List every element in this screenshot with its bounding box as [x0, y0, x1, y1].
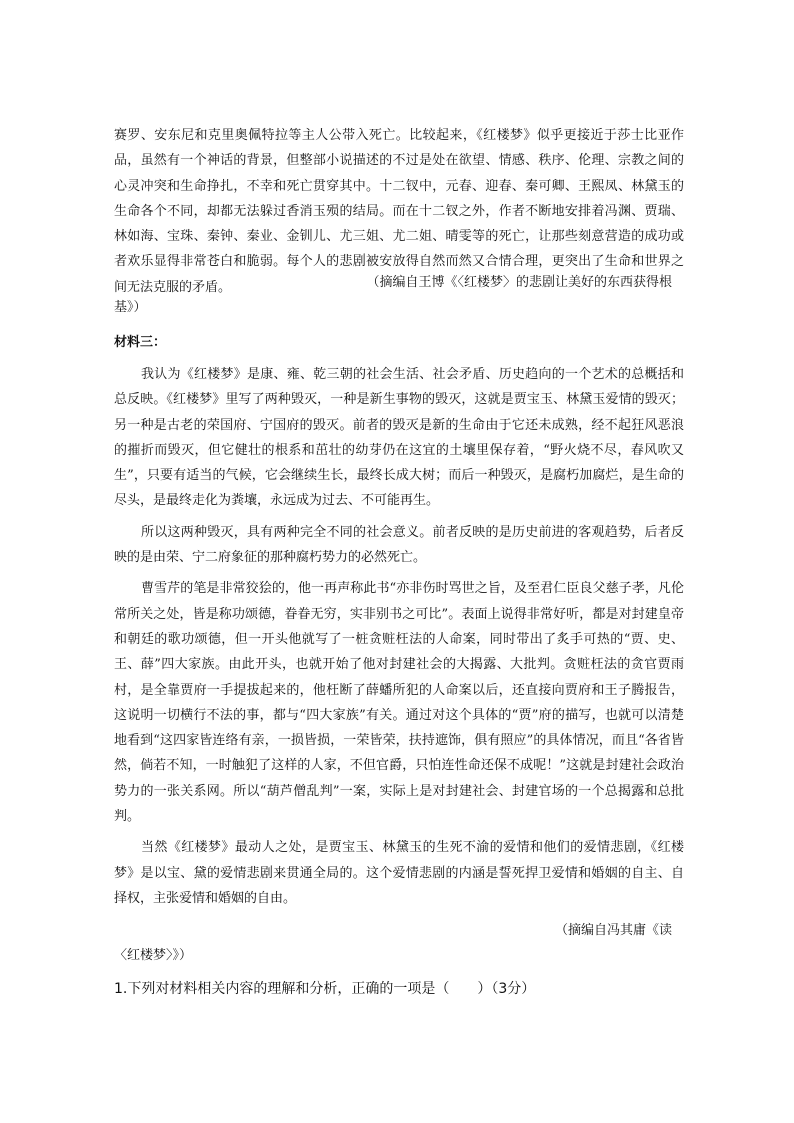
- material-3-paragraph: 当然《红楼梦》最动人之处，是贾宝玉、林黛玉的生死不渝的爱情和他们的爱情悲剧，《红楼梦》是以宝、黛的爱情悲剧来贯通全局的。这个爱情悲剧的内涵是誓死捍卫爱情和婚姻的自主、自择权，主张爱情和婚姻的自由。: [114, 840, 684, 906]
- source-citation-3-line1: （摘编自冯其庸《读: [554, 923, 672, 938]
- source-citation-1-line1: （摘编自王博《〈红楼梦〉的悲剧让美好的东西获得根: [366, 275, 672, 290]
- material-3-paragraph: 曹雪芹的笔是非常狡狯的，他一再声称此书“亦非伤时骂世之旨，及至君仁臣良父慈子孝，凡伦常所关之处，皆是称功颂德，眷眷无穷，实非别书之可比”。表面上说得非常好听，都是对封建皇帝和朝廷的歌功颂德，但一开头他就写了一桩贪赃枉法的人命案，同时带出了炙手可热的“贾、史、王、薛”四大家族。由此开头，也就开始了他对封建社会的大揭露、大批判。贪赃枉法的贪官贾雨村，是全靠贾府一手提拔起来的，他枉断了薛蟠所犯的人命案以后，还直接向贾府和王子腾报告，这说明一切横行不法的事，都与“四大家族”有关。通过对这个具体的“贾”府的描写，也就可以清楚地看到“这四家皆连络有亲，一损皆损，一荣皆荣，扶持遮饰，俱有照应”的具体情况，而且“各省皆然，倘若不知，一时触犯了这样的人家，不但官爵，只怕连性命还保不成呢！”这就是封建社会政治势力的一张关系网。所以“葫芦僧乱判”一案，实际上是对封建社会、封建官场的一个总揭露和总批判。: [114, 581, 684, 825]
- material-3-paragraph: 我认为《红楼梦》是康、雍、乾三朝的社会生活、社会矛盾、历史趋向的一个艺术的总概括和总反映。《红楼梦》里写了两种毁灭，一种是新生事物的毁灭，这就是贾宝玉、林黛玉爱情的毁灭；另一种是古老的荣国府、宁国府的毁灭。前者的毁灭是新的生命由于它还未成熟，经不起狂风恶浪的摧折而毁灭，但它健壮的根系和茁壮的幼芽仍在这宜的土壤里保存着，“野火烧不尽，春风吹又生”，只要有适当的气候，它会继续生长，最终长成大树；而后一种毁灭，是腐朽加腐烂，是生命的尽头，是最终走化为粪壤，永远成为过去、不可能再生。: [114, 367, 684, 509]
- material-3-body: [114, 362, 684, 911]
- material-3-paragraph: 所以这两种毁灭，具有两种完全不同的社会意义。前者反映的是历史前进的客观趋势，后者反映的是由荣、宁二府象征的那种腐朽势力的必然死亡。: [114, 524, 684, 566]
- question-1: 1.下列对材料相关内容的理解和分析，正确的一项是（ ）（3分）: [114, 981, 536, 997]
- source-citation-1: [114, 270, 684, 320]
- material-3-heading: 材料三：: [114, 335, 167, 350]
- source-citation-1-line2: 基》）: [114, 300, 147, 315]
- source-citation-3: [114, 918, 684, 968]
- intro-paragraph: 赛罗、安东尼和克里奥佩特拉等主人公带入死亡。比较起来，《红楼梦》似乎更接近于莎士比亚作品，虽然有一个神话的背景，但整部小说描述的不过是处在欲望、情感、秩序、伦理、宗教之间的心灵冲突和生命挣扎，不幸和死亡贯穿其中。十二钗中，元春、迎春、秦可卿、王熙凤、林黛玉的生命各个不同，却都无法躲过香消玉殒的结局。而在十二钗之外，作者不断地安排着冯渊、贾瑞、林如海、宝珠、秦钟、秦业、金钏儿、尤三姐、尤二姐、晴雯等的死亡，让那些刻意营造的成功或者欢乐显得非常苍白和脆弱。每个人的悲剧被安放得自然而然又合情合理，更突出了生命和世界之间无法克服的矛盾。: [114, 128, 684, 295]
- source-citation-3-line2: 〈红楼梦〉》）: [114, 948, 193, 963]
